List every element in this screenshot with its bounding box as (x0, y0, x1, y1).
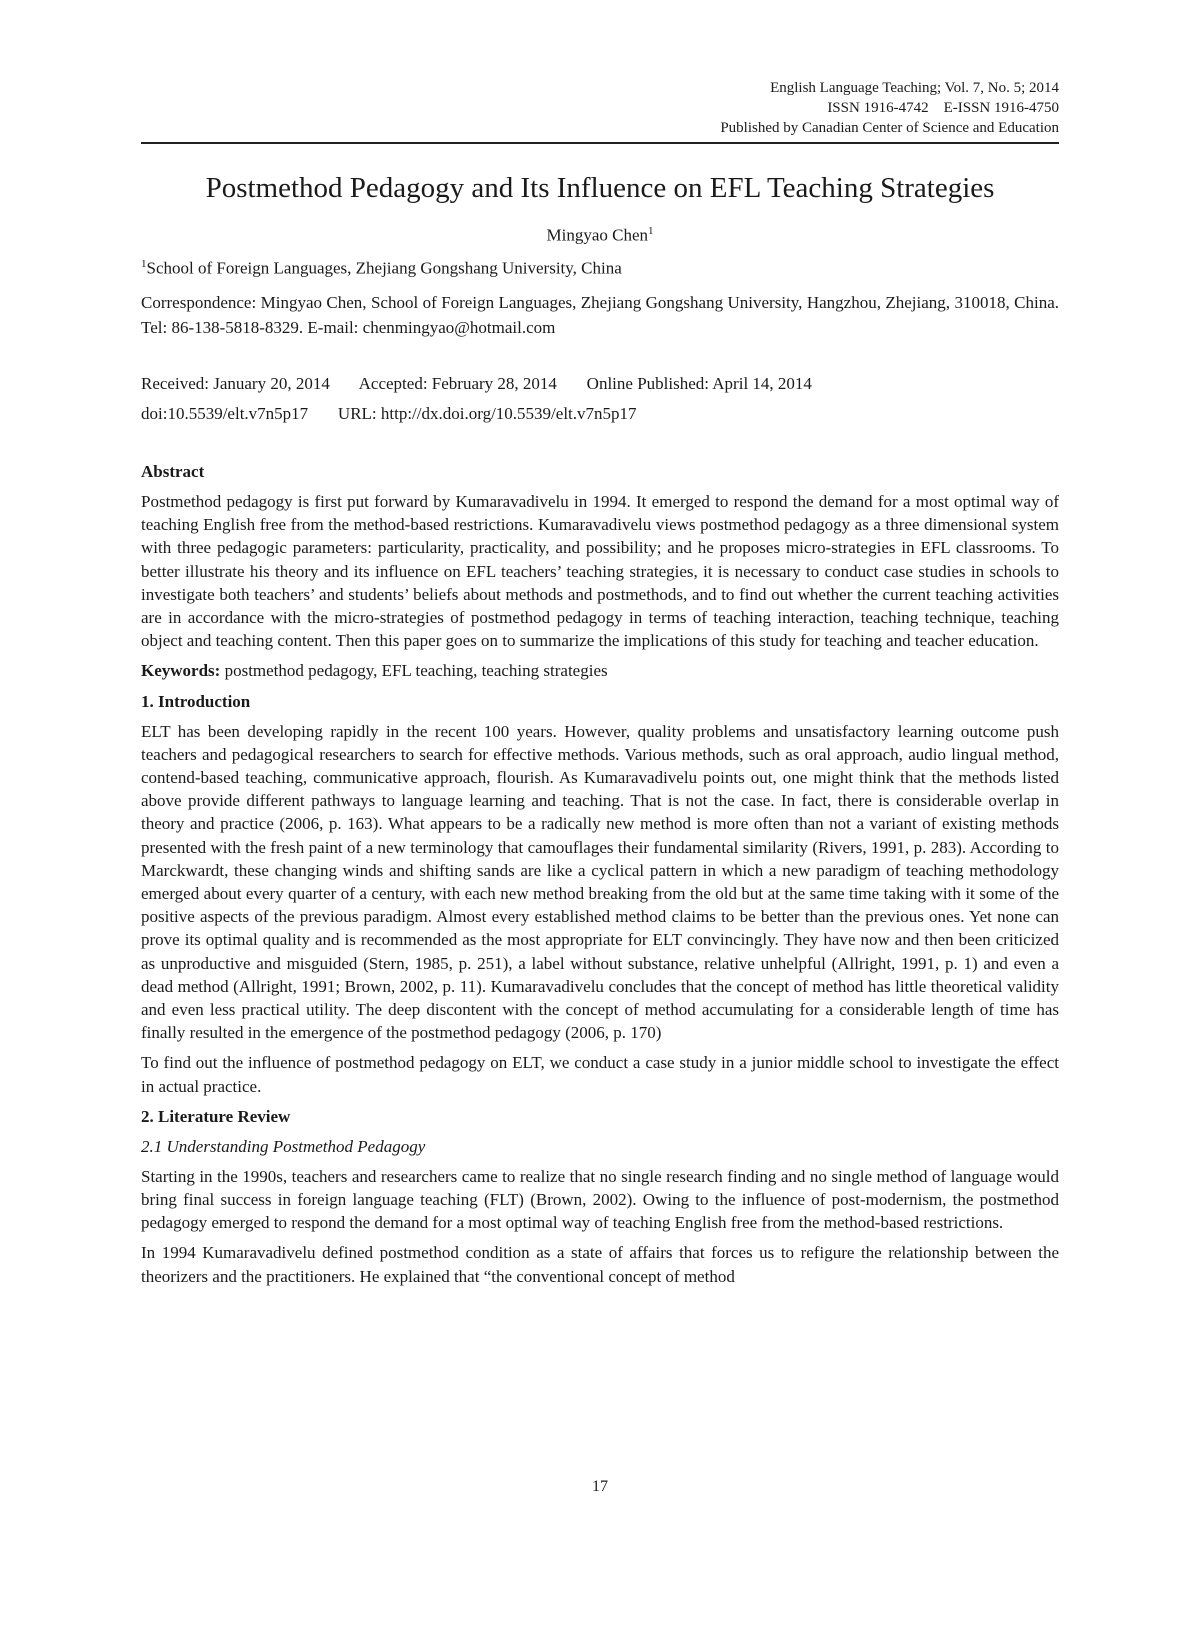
affiliation (141, 258, 622, 279)
journal-citation: English Language Teaching; Vol. 7, No. 5; 2014 (770, 80, 1059, 96)
header-rule (141, 142, 1059, 144)
author-name: Mingyao Chen (546, 225, 649, 245)
author-line (141, 225, 1059, 246)
doi-line: doi:10.5539/elt.v7n5p17 URL: http://dx.doi.org/10.5539/elt.v7n5p17 (141, 404, 637, 423)
paper-body (141, 460, 1059, 1295)
keywords-label: Keywords: (141, 661, 221, 681)
journal-issn: ISSN 1916-4742 E-ISSN 1916-4750 (827, 100, 1059, 116)
paper-title: Postmethod Pedagogy and Its Influence on EFL Teaching Strategies (205, 172, 995, 204)
literature-review-heading: 2. Literature Review (141, 1106, 291, 1126)
abstract-heading: Abstract (141, 462, 205, 481)
journal-header (720, 78, 1059, 138)
abstract-text: Postmethod pedagogy is first put forward by Kumaravadivelu in 1994. It emerged to respond the demand for a most optimal way of teaching English free from the method-based restrictions. Kumaravadivelu views postmethod pedagogy as a three dimensional system with three pedagogic parameters: particularity, practicality, and possibility; and he proposes micro-strategies in EFL classrooms. To better illustrate his theory and its influence on EFL teachers’ teaching strategies, it is necessary to conduct case studies in schools to investigate both teachers’ and students’ beliefs about methods and postmethods, and to find out whether the current teaching activities are in accordance with the micro-strategies of postmethod pedagogy in terms of teaching interaction, teaching technique, teaching object and teaching content. Then this paper goes on to summarize the implications of this study for teaching and teacher education. (141, 492, 1059, 651)
introduction-paragraph-2: To find out the influence of postmethod pedagogy on ELT, we conduct a case study in a junior middle school to investigate the effect in actual practice. (141, 1053, 1059, 1096)
keywords (141, 659, 1059, 682)
publication-dates: Received: January 20, 2014 Accepted: February 28, 2014 Online Published: April 14, 2014 (141, 374, 812, 393)
journal-publisher: Published by Canadian Center of Science and Education (720, 120, 1059, 136)
affiliation-superscript: 1 (141, 258, 147, 270)
subsection-heading: 2.1 Understanding Postmethod Pedagogy (141, 1136, 426, 1156)
affiliation-text: School of Foreign Languages, Zhejiang Gongshang University, China (146, 258, 622, 278)
author-superscript: 1 (648, 225, 654, 237)
page-number: 17 (592, 1478, 608, 1495)
keywords-text: postmethod pedagogy, EFL teaching, teaching strategies (220, 661, 608, 681)
introduction-heading: 1. Introduction (141, 691, 251, 711)
literature-paragraph-1: Starting in the 1990s, teachers and researchers came to realize that no single research finding and no single method of language would bring final success in foreign language teaching (FLT) (Brown, 2002). Owing to the influence of post-modernism, the postmethod pedagogy emerged to respond the demand for a most optimal way of teaching English free from the method-based restrictions. (141, 1166, 1059, 1233)
introduction-paragraph-1: ELT has been developing rapidly in the recent 100 years. However, quality problems and unsatisfactory learning outcome push teachers and pedagogical researchers to search for effective methods. Various methods, such as oral approach, audio lingual method, contend-based teaching, communicative approach, flourish. As Kumaravadivelu points out, one might think that the methods listed above provide different pathways to language learning and teaching. That is not the case. In fact, there is considerable overlap in theory and practice (2006, p. 163). What appears to be a radically new method is more often than not a variant of existing methods presented with the fresh paint of a new terminology that camouflages their fundamental similarity (Rivers, 1991, p. 283). According to Marckwardt, these changing winds and shifting sands are like a cyclical pattern in which a new paradigm of teaching methodology emerged about every quarter of a century, with each new method breaking from the old but at the same time taking with it some of the positive aspects of the previous paradigm. Almost every established method claims to be better than the previous ones. Yet none can prove its optimal quality and is recommended as the most appropriate for ELT convincingly. They have now and then been criticized as unproductive and misguided (Stern, 1985, p. 251), a label without substance, relative unhelpful (Allright, 1991, p. 1) and even a dead method (Allright, 1991; Brown, 2002, p. 11). Kumaravadivelu concludes that the concept of method has little theoretical validity and even less practical utility. The deep discontent with the concept of method accumulating for a considerable length of time has finally resulted in the emergence of the postmethod pedagogy (2006, p. 170) (141, 721, 1059, 1043)
correspondence: Correspondence: Mingyao Chen, School of Foreign Languages, Zhejiang Gongshang University, Hangzhou, Zhejiang, 310018, China. Tel: 86-138-5818-8329. E-mail: chenmingyao@hotmail.com (141, 293, 1059, 337)
literature-paragraph-2: In 1994 Kumaravadivelu defined postmethod condition as a state of affairs that forces us to refigure the relationship between the theorizers and the practitioners. He explained that “the conventional concept of method (141, 1243, 1059, 1286)
